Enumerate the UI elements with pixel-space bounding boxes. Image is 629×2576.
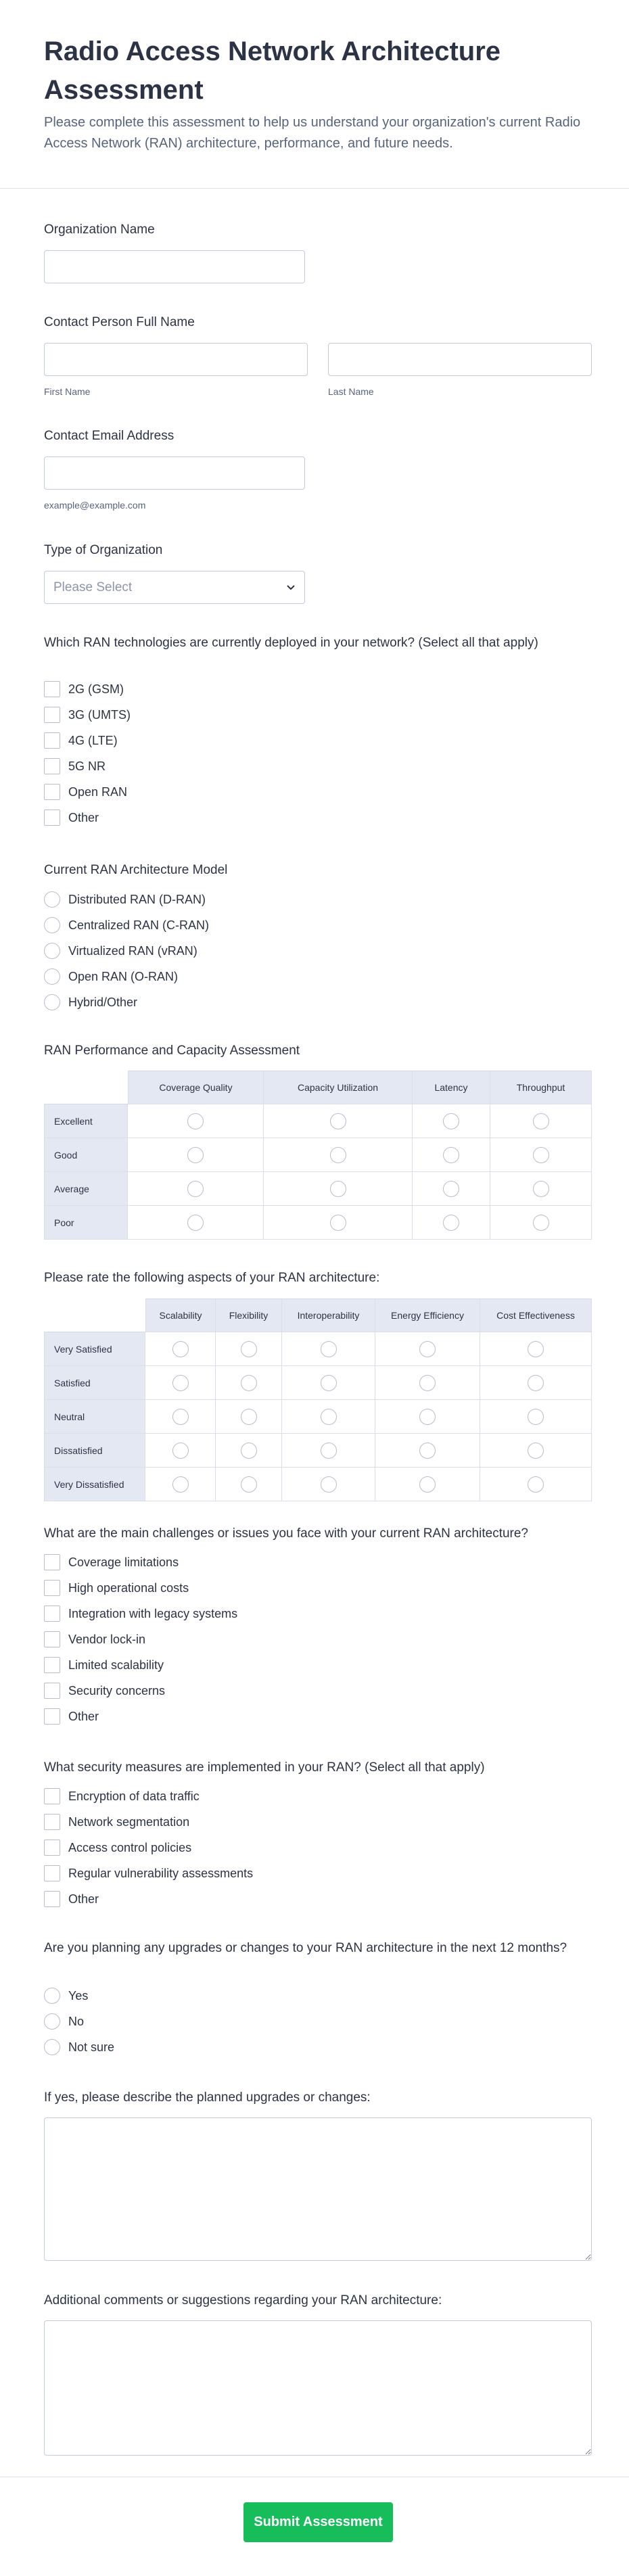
matrix-cell [282, 1366, 375, 1400]
matrix-cell [145, 1434, 216, 1468]
matrix-row [44, 1172, 592, 1206]
matrix-cell [216, 1468, 282, 1501]
matrix-cell [282, 1332, 375, 1366]
matrix-cell [490, 1172, 592, 1206]
architecture-option[interactable] [44, 891, 206, 908]
matrix-cell [413, 1104, 490, 1138]
matrix-column-header: Cost Effectiveness [480, 1298, 592, 1332]
matrix-cell [264, 1138, 413, 1172]
matrix-column-header: Flexibility [216, 1298, 282, 1332]
radio-button[interactable] [419, 1476, 436, 1493]
matrix-cell [128, 1104, 264, 1138]
radio-button[interactable] [241, 1341, 257, 1357]
radio-button[interactable] [187, 1113, 204, 1129]
radio-button[interactable] [321, 1476, 337, 1493]
radio-button[interactable] [533, 1147, 549, 1163]
org-name-input[interactable] [44, 250, 305, 283]
upgrades-label: Are you planning any upgrades or changes to your RAN architecture in the next 12 months? [44, 1941, 567, 1955]
checkbox[interactable] [44, 1708, 60, 1725]
option-label: 4G (LTE) [68, 733, 118, 747]
matrix-column-header: Capacity Utilization [264, 1071, 413, 1104]
matrix-corner [44, 1298, 145, 1332]
radio-button[interactable] [187, 1181, 204, 1197]
page-subtitle: Please complete this assessment to help us understand your organization's current Radio Access Network (RAN) architecture, performance, and future needs. [44, 115, 581, 151]
radio-button[interactable] [187, 1147, 204, 1163]
technologies-option[interactable] [44, 783, 127, 801]
last-name-input[interactable] [328, 343, 592, 376]
matrix-cell [282, 1434, 375, 1468]
checkbox[interactable] [44, 1631, 60, 1647]
radio-button[interactable] [172, 1409, 189, 1425]
matrix-cell [490, 1206, 592, 1240]
first-name-input[interactable] [44, 343, 308, 376]
matrix-row-label: Dissatisfied [44, 1434, 145, 1468]
option-label: Coverage limitations [68, 1555, 179, 1569]
challenges-option[interactable] [44, 1553, 179, 1571]
checkbox[interactable] [44, 758, 60, 774]
technologies-option[interactable] [44, 757, 106, 775]
radio-button[interactable] [419, 1409, 436, 1425]
upgrades-option[interactable] [44, 1987, 88, 2005]
header-divider [0, 188, 629, 189]
radio-button[interactable] [241, 1409, 257, 1425]
challenges-option[interactable] [44, 1682, 165, 1700]
option-label: Hybrid/Other [68, 995, 138, 1009]
matrix-column-header: Throughput [490, 1071, 592, 1104]
radio-button[interactable] [187, 1215, 204, 1231]
option-label: Yes [68, 1988, 89, 2003]
email-input[interactable] [44, 456, 305, 490]
radio-button[interactable] [44, 2013, 60, 2030]
matrix-row [44, 1138, 592, 1172]
radio-button[interactable] [241, 1476, 257, 1493]
radio-button[interactable] [533, 1181, 549, 1197]
matrix-column-header: Interoperability [282, 1298, 375, 1332]
comments-label: Additional comments or suggestions regarding your RAN architecture: [44, 2293, 442, 2308]
performance-matrix [44, 1071, 592, 1240]
checkbox[interactable] [44, 1840, 60, 1856]
challenges-option[interactable] [44, 1605, 237, 1622]
matrix-cell [128, 1206, 264, 1240]
org-name-label: Organization Name [44, 223, 155, 237]
matrix-column-header: Coverage Quality [128, 1071, 264, 1104]
option-label: Open RAN (O-RAN) [68, 969, 179, 983]
radio-button[interactable] [241, 1375, 257, 1391]
option-label: Limited scalability [68, 1658, 164, 1672]
radio-button[interactable] [44, 917, 60, 933]
checkbox[interactable] [44, 810, 60, 826]
checkbox[interactable] [44, 732, 60, 749]
technologies-option[interactable] [44, 809, 99, 826]
checkbox[interactable] [44, 1657, 60, 1673]
challenges-option[interactable] [44, 1708, 99, 1725]
matrix-cell [480, 1366, 592, 1400]
matrix-row [44, 1332, 592, 1366]
matrix-cell [480, 1468, 592, 1501]
radio-button[interactable] [528, 1409, 544, 1425]
matrix-cell [145, 1332, 216, 1366]
last-name-sublabel: Last Name [328, 386, 374, 397]
option-label: Other [68, 1709, 99, 1723]
checkbox[interactable] [44, 707, 60, 723]
checkbox[interactable] [44, 1814, 60, 1830]
matrix-row [44, 1366, 592, 1400]
aspects-label: Please rate the following aspects of your RAN architecture: [44, 1271, 380, 1285]
matrix-cell [282, 1468, 375, 1501]
checkbox[interactable] [44, 1606, 60, 1622]
option-label: Distributed RAN (D-RAN) [68, 892, 206, 906]
matrix-row-label: Very Dissatisfied [44, 1468, 145, 1501]
option-label: Virtualized RAN (vRAN) [68, 943, 197, 958]
matrix-row-label: Excellent [44, 1104, 128, 1138]
checkbox[interactable] [44, 681, 60, 697]
first-name-sublabel: First Name [44, 386, 91, 397]
comments-textarea[interactable] [44, 2320, 592, 2456]
radio-button[interactable] [321, 1375, 337, 1391]
checkbox[interactable] [44, 1554, 60, 1570]
matrix-row [44, 1400, 592, 1434]
org-type-label: Type of Organization [44, 543, 163, 557]
radio-button[interactable] [330, 1215, 346, 1231]
checkbox[interactable] [44, 1580, 60, 1596]
option-label: Not sure [68, 2040, 115, 2054]
matrix-row [44, 1104, 592, 1138]
email-label: Contact Email Address [44, 429, 174, 443]
org-type-placeholder: Please Select [53, 580, 133, 594]
technologies-option[interactable] [44, 732, 118, 749]
technologies-option[interactable] [44, 680, 124, 698]
option-label: Open RAN [68, 784, 128, 799]
option-label: Centralized RAN (C-RAN) [68, 918, 210, 932]
radio-button[interactable] [330, 1113, 346, 1129]
option-label: Other [68, 1892, 99, 1906]
matrix-cell [480, 1434, 592, 1468]
matrix-cell [375, 1366, 480, 1400]
matrix-column-header: Scalability [145, 1298, 216, 1332]
option-label: High operational costs [68, 1580, 189, 1595]
radio-button[interactable] [44, 943, 60, 959]
matrix-row-label: Poor [44, 1206, 128, 1240]
checkbox[interactable] [44, 784, 60, 800]
matrix-column-header: Energy Efficiency [375, 1298, 480, 1332]
option-label: Other [68, 810, 99, 824]
matrix-cell [128, 1172, 264, 1206]
radio-button[interactable] [528, 1443, 544, 1459]
performance-label: RAN Performance and Capacity Assessment [44, 1044, 300, 1058]
challenges-option[interactable] [44, 1656, 164, 1674]
radio-button[interactable] [172, 1476, 189, 1493]
radio-button[interactable] [528, 1476, 544, 1493]
option-label: Integration with legacy systems [68, 1606, 238, 1620]
radio-button[interactable] [533, 1113, 549, 1129]
radio-button[interactable] [443, 1113, 459, 1129]
matrix-corner [44, 1071, 128, 1104]
contact-name-label: Contact Person Full Name [44, 315, 195, 329]
radio-button[interactable] [321, 1443, 337, 1459]
radio-button[interactable] [44, 1988, 60, 2004]
security-option[interactable] [44, 1890, 99, 1908]
radio-button[interactable] [330, 1147, 346, 1163]
chevron-down-icon [286, 584, 296, 591]
radio-button[interactable] [443, 1181, 459, 1197]
security-option[interactable] [44, 1865, 253, 1882]
option-label: 3G (UMTS) [68, 707, 131, 722]
matrix-cell [264, 1104, 413, 1138]
matrix-row [44, 1206, 592, 1240]
radio-button[interactable] [44, 2039, 60, 2055]
security-option[interactable] [44, 1787, 200, 1805]
architecture-option[interactable] [44, 968, 178, 985]
matrix-cell [145, 1400, 216, 1434]
radio-button[interactable] [528, 1341, 544, 1357]
checkbox[interactable] [44, 1683, 60, 1699]
matrix-column-header: Latency [413, 1071, 490, 1104]
radio-button[interactable] [419, 1443, 436, 1459]
matrix-cell [480, 1332, 592, 1366]
checkbox[interactable] [44, 1865, 60, 1881]
architecture-label: Current RAN Architecture Model [44, 863, 228, 877]
technologies-label: Which RAN technologies are currently deployed in your network? (Select all that apply) [44, 636, 538, 650]
radio-button[interactable] [172, 1341, 189, 1357]
matrix-cell [216, 1400, 282, 1434]
upgrade-details-textarea[interactable] [44, 2117, 592, 2261]
matrix-row-label: Satisfied [44, 1366, 145, 1400]
architecture-option[interactable] [44, 993, 137, 1011]
matrix-cell [264, 1206, 413, 1240]
option-label: 5G NR [68, 759, 106, 773]
matrix-cell [413, 1206, 490, 1240]
option-label: 2G (GSM) [68, 682, 124, 696]
option-label: Encryption of data traffic [68, 1789, 200, 1803]
matrix-cell [490, 1138, 592, 1172]
option-label: No [68, 2014, 85, 2028]
radio-button[interactable] [44, 968, 60, 985]
matrix-cell [413, 1172, 490, 1206]
matrix-cell [413, 1138, 490, 1172]
matrix-cell [264, 1172, 413, 1206]
submit-button[interactable]: Submit Assessment [243, 2502, 393, 2542]
matrix-row [44, 1434, 592, 1468]
architecture-option[interactable] [44, 942, 197, 960]
matrix-cell [282, 1400, 375, 1434]
radio-button[interactable] [443, 1215, 459, 1231]
radio-button[interactable] [533, 1215, 549, 1231]
radio-button[interactable] [321, 1409, 337, 1425]
architecture-option[interactable] [44, 916, 209, 934]
upgrades-option[interactable] [44, 2038, 114, 2056]
option-label: Access control policies [68, 1840, 192, 1854]
matrix-cell [375, 1400, 480, 1434]
radio-button[interactable] [241, 1443, 257, 1459]
matrix-cell [145, 1366, 216, 1400]
technologies-option[interactable] [44, 706, 131, 724]
matrix-row-label: Very Satisfied [44, 1332, 145, 1366]
radio-button[interactable] [172, 1375, 189, 1391]
matrix-cell [375, 1434, 480, 1468]
upgrades-option[interactable] [44, 2013, 84, 2030]
matrix-cell [216, 1366, 282, 1400]
matrix-cell [216, 1332, 282, 1366]
radio-button[interactable] [44, 994, 60, 1010]
radio-button[interactable] [419, 1341, 436, 1357]
org-type-select[interactable] [44, 571, 305, 604]
matrix-row-label: Average [44, 1172, 128, 1206]
option-label: Network segmentation [68, 1814, 190, 1829]
matrix-cell [375, 1468, 480, 1501]
matrix-cell [216, 1434, 282, 1468]
option-label: Security concerns [68, 1683, 166, 1697]
radio-button[interactable] [44, 891, 60, 908]
security-option[interactable] [44, 1839, 191, 1856]
email-sublabel: example@example.com [44, 500, 146, 511]
challenges-option[interactable] [44, 1579, 189, 1597]
radio-button[interactable] [321, 1341, 337, 1357]
matrix-cell [145, 1468, 216, 1501]
radio-button[interactable] [419, 1375, 436, 1391]
upgrade-details-label: If yes, please describe the planned upgrades or changes: [44, 2090, 371, 2105]
checkbox[interactable] [44, 1891, 60, 1907]
checkbox[interactable] [44, 1788, 60, 1804]
matrix-row-label: Neutral [44, 1400, 145, 1434]
option-label: Regular vulnerability assessments [68, 1866, 254, 1880]
matrix-row [44, 1468, 592, 1501]
matrix-cell [480, 1400, 592, 1434]
radio-button[interactable] [172, 1443, 189, 1459]
matrix-cell [490, 1104, 592, 1138]
option-label: Vendor lock-in [68, 1632, 146, 1646]
security-option[interactable] [44, 1813, 189, 1831]
security-label: What security measures are implemented in your RAN? (Select all that apply) [44, 1760, 485, 1775]
aspects-matrix [44, 1298, 592, 1501]
matrix-cell [128, 1138, 264, 1172]
radio-button[interactable] [443, 1147, 459, 1163]
matrix-row-label: Good [44, 1138, 128, 1172]
challenges-option[interactable] [44, 1631, 145, 1648]
page-title: Radio Access Network Architecture Assessment [44, 37, 501, 105]
radio-button[interactable] [330, 1181, 346, 1197]
challenges-label: What are the main challenges or issues you face with your current RAN architecture? [44, 1526, 528, 1541]
matrix-cell [375, 1332, 480, 1366]
radio-button[interactable] [528, 1375, 544, 1391]
